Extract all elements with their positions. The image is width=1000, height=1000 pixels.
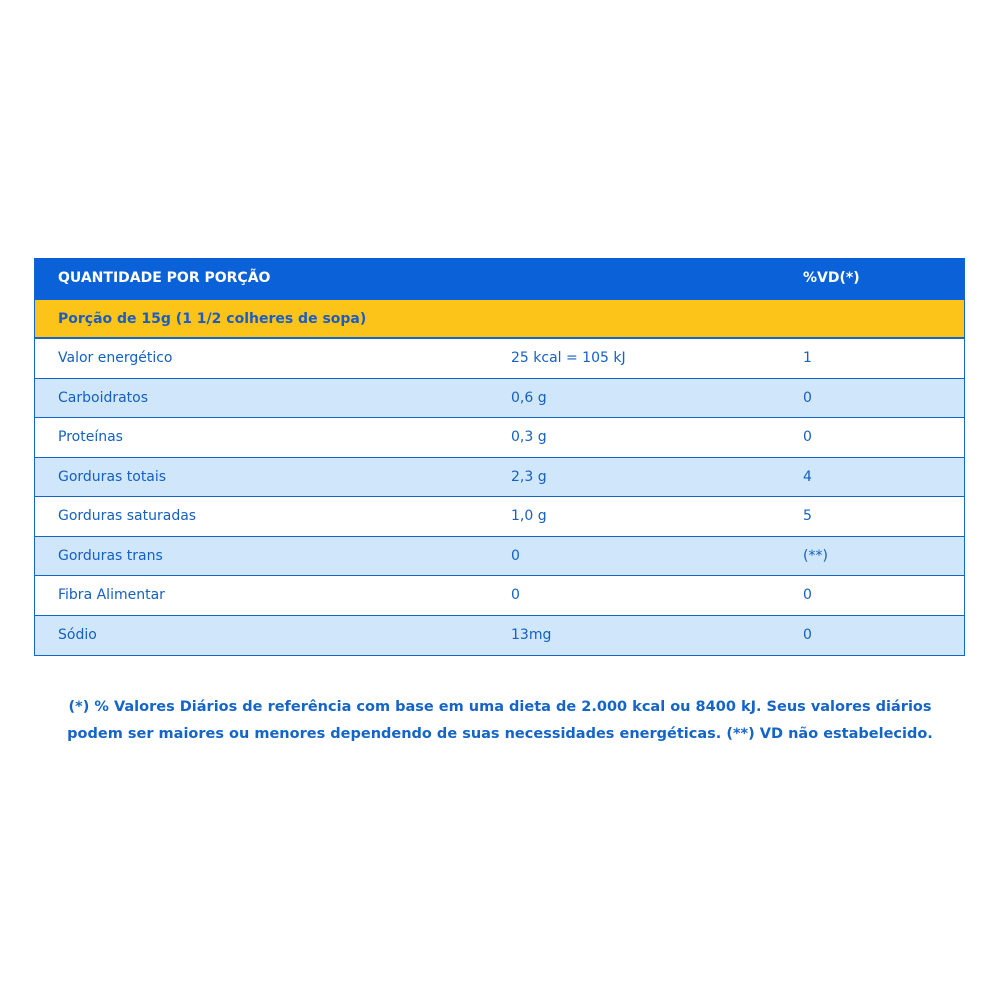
table-row [35, 458, 964, 498]
table-row [35, 576, 964, 616]
nutrient-vd: 1 [803, 350, 812, 367]
nutrient-vd: 0 [803, 587, 812, 604]
table-row [35, 537, 964, 577]
nutrient-name: Gorduras saturadas [58, 508, 197, 525]
table-row [35, 418, 964, 458]
nutrient-vd: 0 [803, 627, 812, 644]
table-row [35, 379, 964, 419]
nutrient-name: Fibra Alimentar [58, 587, 165, 604]
nutrient-name: Gorduras trans [58, 547, 163, 564]
nutrient-amount: 0 [511, 547, 520, 564]
table-row [35, 339, 964, 379]
nutrient-name: Gorduras totais [58, 468, 167, 485]
nutrient-amount: 0,6 g [511, 389, 547, 406]
quantity-per-portion-header: QUANTIDADE POR PORÇÃO [58, 270, 271, 286]
nutrient-amount: 25 kcal = 105 kJ [511, 350, 626, 367]
portion-size: Porção de 15g (1 1/2 colheres de sopa) [58, 310, 367, 327]
nutrient-amount: 0,3 g [511, 429, 547, 446]
nutrient-vd: 4 [803, 468, 812, 485]
nutrient-name: Valor energético [58, 350, 173, 367]
footnote-line-2: podem ser maiores ou menores dependendo de suas necessidades energéticas. (**) VD não estabelecido. [67, 726, 933, 742]
nutrition-table [34, 258, 965, 656]
nutrient-amount: 13mg [511, 627, 552, 644]
table-header [35, 258, 964, 300]
nutrient-amount: 0 [511, 587, 520, 604]
nutrient-vd: 5 [803, 508, 812, 525]
nutrient-vd: 0 [803, 429, 812, 446]
footnote-line-1: (*) % Valores Diários de referência com base em uma dieta de 2.000 kcal ou 8400 kJ. Seus valores diários [68, 699, 932, 715]
nutrient-vd: (**) [803, 547, 828, 564]
table-row [35, 497, 964, 537]
portion-row [35, 300, 964, 339]
nutrient-name: Carboidratos [58, 389, 149, 406]
vd-header: %VD(*) [803, 270, 860, 286]
nutrient-name: Sódio [58, 627, 97, 644]
footnote [60, 694, 940, 748]
table-row [35, 616, 964, 656]
nutrient-name: Proteínas [58, 429, 123, 446]
nutrient-amount: 2,3 g [511, 468, 547, 485]
nutrient-vd: 0 [803, 389, 812, 406]
nutrient-amount: 1,0 g [511, 508, 547, 525]
